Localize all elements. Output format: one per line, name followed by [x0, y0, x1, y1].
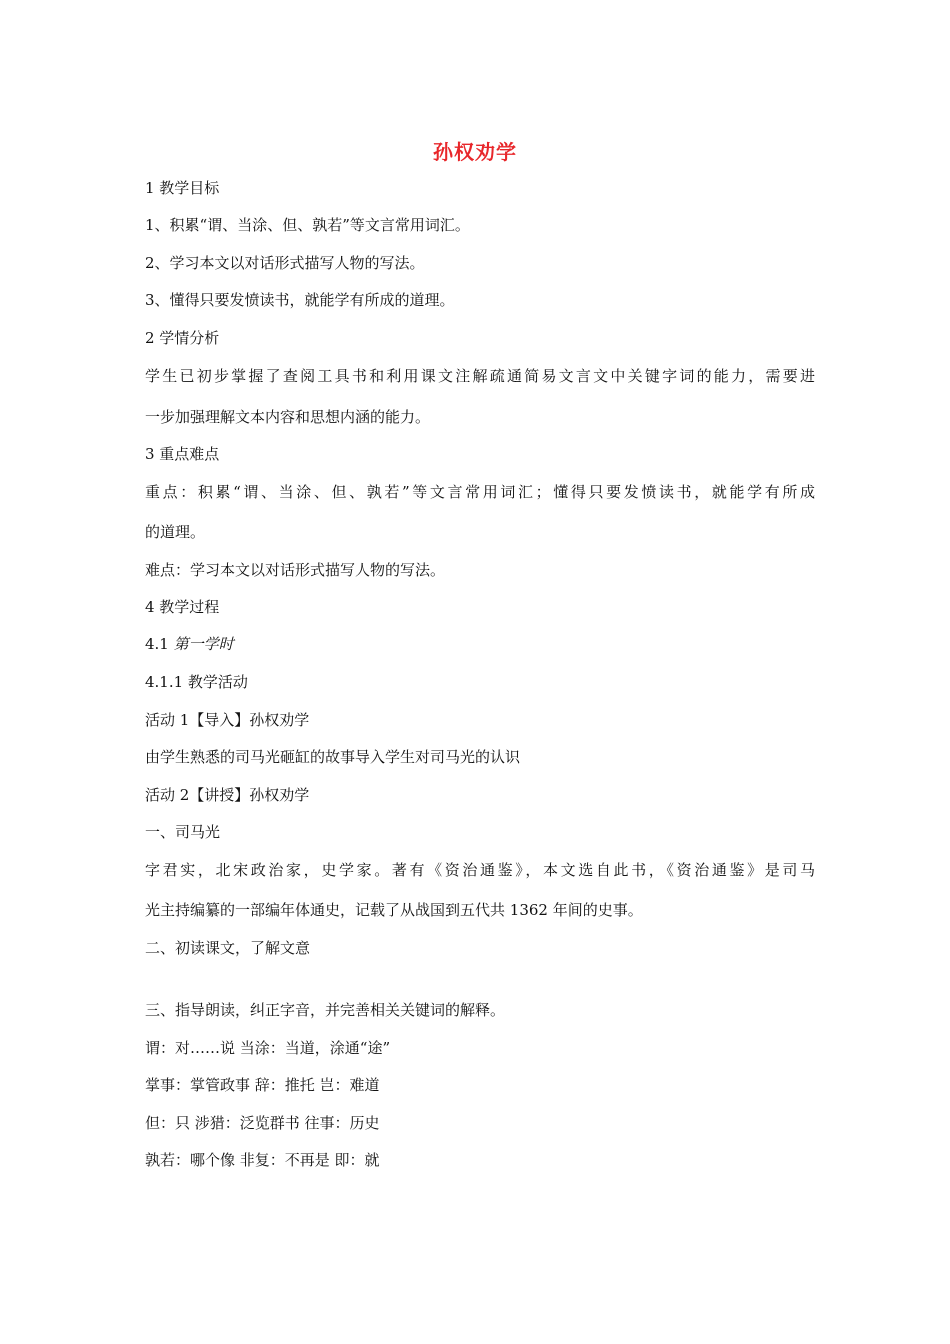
item-heading-first-reading: 二、初读课文，了解文意 [145, 939, 311, 957]
difficulty-line: 难点：学习本文以对话形式描写人物的写法。 [145, 561, 446, 579]
document-title: 孙权劝学 [433, 140, 517, 164]
paragraph-line: 光主持编纂的一部编年体通史，记载了从战国到五代共 1362 年间的史事。 [145, 901, 643, 919]
activity-1-heading: 活动 1【导入】孙权劝学 [145, 711, 310, 729]
paragraph-line: 的道理。 [145, 523, 206, 541]
vocab-line: 孰若：哪个像 非复：不再是 即：就 [145, 1151, 380, 1169]
subsection-label: 第一学时 [173, 635, 234, 653]
paragraph-line: 字君实，北宋政治家，史学家。著有《资治通鉴》，本文选自此书，《资治通鉴》是司马 [145, 861, 815, 879]
section-heading-teaching-goals: 1 教学目标 [145, 179, 220, 197]
section-heading-process: 4 教学过程 [145, 598, 220, 616]
subsection-number: 4.1 [145, 635, 174, 653]
section-heading-key-points: 3 重点难点 [145, 445, 220, 463]
subsection-heading-first-lesson [145, 634, 815, 654]
paragraph-line: 一步加强理解文本内容和思想内涵的能力。 [145, 408, 431, 426]
paragraph-line: 学生已初步掌握了查阅工具书和利用课文注解疏通简易文言文中关键字词的能力，需要进 [145, 367, 815, 385]
subsection-heading-activities: 4.1.1 教学活动 [145, 673, 248, 691]
item-heading-sima-guang: 一、司马光 [145, 823, 221, 841]
item-heading-reading-guidance: 三、指导朗读，纠正字音，并完善相关关键词的解释。 [145, 1001, 506, 1019]
goal-item-1: 1、积累“谓、当涂、但、孰若”等文言常用词汇。 [145, 216, 470, 234]
section-heading-student-analysis: 2 学情分析 [145, 329, 220, 347]
paragraph-line: 由学生熟悉的司马光砸缸的故事导入学生对司马光的认识 [145, 748, 521, 766]
vocab-line: 谓：对……说 当涂：当道，涂通“途” [145, 1039, 391, 1057]
activity-2-heading: 活动 2【讲授】孙权劝学 [145, 786, 310, 804]
paragraph-line: 重点：积累“谓、当涂、但、孰若”等文言常用词汇；懂得只要发愤读书，就能学有所成 [145, 483, 815, 501]
vocab-line: 掌事：掌管政事 辞：推托 岂：难道 [145, 1076, 380, 1094]
goal-item-2: 2、学习本文以对话形式描写人物的写法。 [145, 254, 425, 272]
goal-item-3: 3、懂得只要发愤读书，就能学有所成的道理。 [145, 291, 455, 309]
vocab-line: 但：只 涉猎：泛览群书 往事：历史 [145, 1114, 380, 1132]
